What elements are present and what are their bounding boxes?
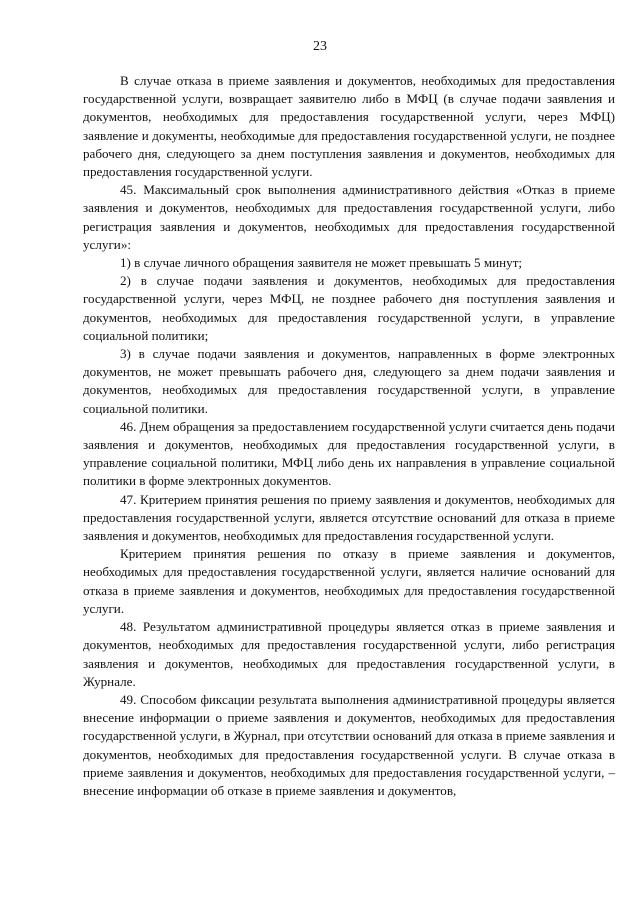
- paragraph-refusal-return: В случае отказа в приеме заявления и документов, необходимых для предоставления государственной услуги, возвращает заявителю либо в МФЦ (в случае подачи заявления и документов, необходимых для предоставления государственной услуги, через МФЦ) заявление и документы, необходимые для предоставления государственной услуги, не позднее рабочего дня, следующего за днем поступления заявления и документов, необходимых для предоставления государственной услуги.: [83, 73, 615, 180]
- paragraph-45-item-3: 3) в случае подачи заявления и документов, направленных в форме электронных документов, не может превышать рабочего дня, следующего за днем подачи заявления и документов, необходимых для предоставления государственной услуги, в управление социальной политики.: [83, 346, 615, 416]
- paragraph-45-item-2: 2) в случае подачи заявления и документов, необходимых для предоставления государственной услуги, через МФЦ, не позднее рабочего дня поступления заявления и документов, необходимых для предоставления государственной услуги, в управление социальной политики;: [83, 273, 615, 343]
- document-body: [83, 72, 615, 800]
- page-number: 23: [313, 39, 327, 54]
- paragraph-47-acceptance-criterion: 47. Критерием принятия решения по приему заявления и документов, необходимых для предоставления государственной услуги, является отсутствие оснований для отказа в приеме заявления и документов, необходимых для предоставления государственной услуги.: [83, 491, 615, 544]
- paragraph-45-item-1: 1) в случае личного обращения заявителя не может превышать 5 минут;: [120, 255, 523, 271]
- paragraph-48-result: 48. Результатом административной процедуры является отказ в приеме заявления и документов, необходимых для предоставления государственной услуги, либо регистрация заявления и документов, необходимых для предоставления государственной услуги, в Журнале.: [83, 619, 615, 689]
- paragraph-46-application-day: 46. Днем обращения за предоставлением государственной услуги считается день подачи заявления и документов, необходимых для предоставления государственной услуги, в управление социальной политики, МФЦ либо день их направления в управление социальной политики в форме электронных документов.: [83, 418, 615, 489]
- paragraph-49-fixation-method: 49. Способом фиксации результата выполнения административной процедуры является внесение информации о приеме заявления и документов, необходимых для предоставления государственной услуги, в Журнал, при отсутствии оснований для отказа в приеме заявления и документов, необходимых для предоставления государственной услуги. В случае отказа в приеме заявления и документов, необходимых для предоставления государственной услуги, – внесение информации об отказе в приеме заявления и документов,: [83, 691, 615, 798]
- paragraph-45-max-term: 45. Максимальный срок выполнения административного действия «Отказ в приеме заявления и документов, необходимых для предоставления государственной услуги, либо регистрация заявления и документов, необходимых для предоставления государственной услуги»:: [83, 182, 615, 252]
- paragraph-refusal-criterion: Критерием принятия решения по отказу в приеме заявления и документов, необходимых для предоставления государственной услуги, является наличие оснований для отказа в приеме заявления и документов, необходимых для предоставления государственной услуги.: [83, 546, 615, 616]
